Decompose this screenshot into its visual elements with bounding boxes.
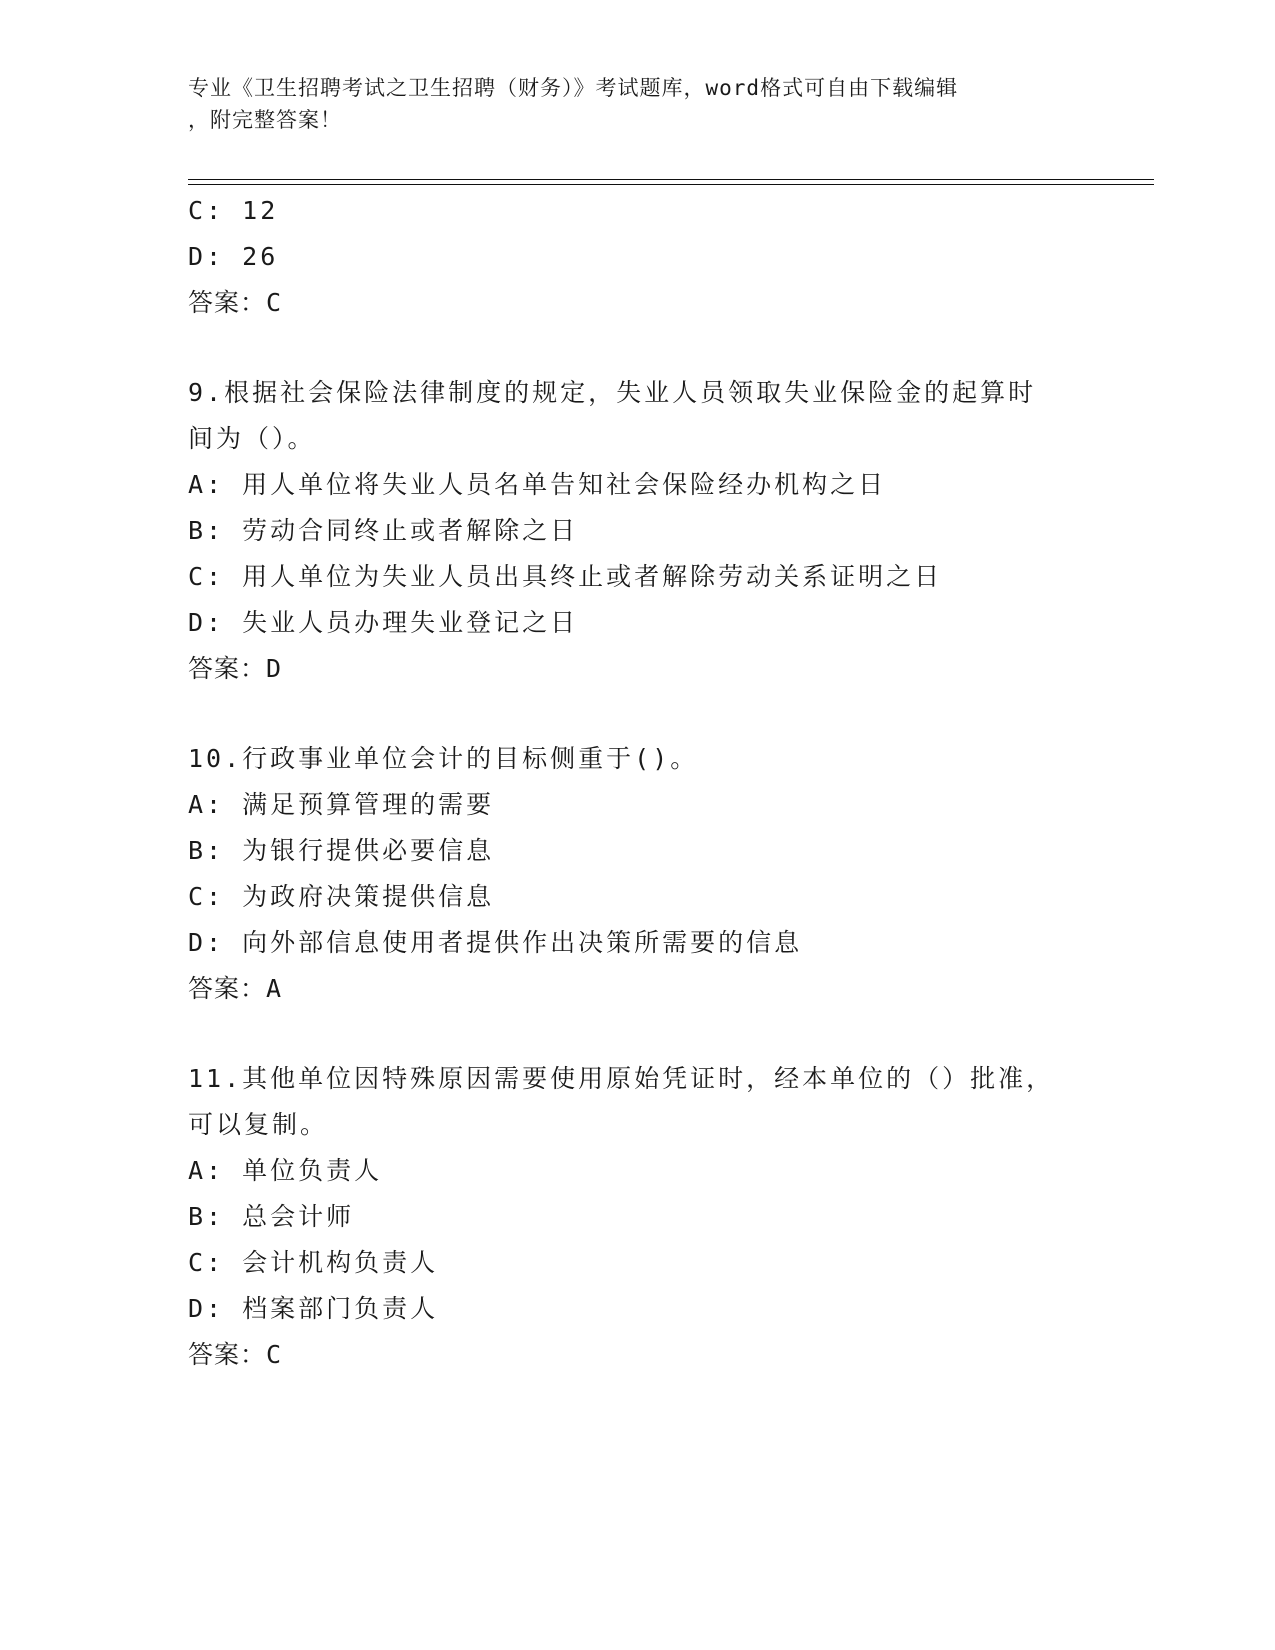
option-b: B: 总会计师: [188, 1202, 355, 1231]
question-stem: 11.其他单位因特殊原因需要使用原始凭证时，经本单位的（）批准，: [188, 1064, 1055, 1093]
answer-label: 答案：C: [188, 1340, 283, 1369]
option-d: D: 26: [188, 242, 279, 271]
question-10: [188, 736, 1088, 1012]
option-d: D: 失业人员办理失业登记之日: [188, 608, 579, 637]
spacer: [188, 692, 1088, 736]
option-b: B: 为银行提供必要信息: [188, 836, 495, 865]
header-divider-top: [188, 179, 1154, 180]
header-line-1: 专业《卫生招聘考试之卫生招聘（财务）》考试题库，word格式可自由下载编辑: [188, 76, 959, 100]
question-8-tail: [188, 188, 1088, 326]
option-a: A: 满足预算管理的需要: [188, 790, 495, 819]
spacer: [188, 1012, 1088, 1056]
option-b: B: 劳动合同终止或者解除之日: [188, 516, 579, 545]
option-d: D: 档案部门负责人: [188, 1294, 439, 1323]
option-c: C: 为政府决策提供信息: [188, 882, 495, 911]
option-a: A: 用人单位将失业人员名单告知社会保险经办机构之日: [188, 470, 887, 499]
answer-label: 答案：A: [188, 974, 283, 1003]
answer-label: 答案：D: [188, 654, 283, 683]
option-a: A: 单位负责人: [188, 1156, 383, 1185]
option-d: D: 向外部信息使用者提供作出决策所需要的信息: [188, 928, 803, 957]
header-divider-bottom: [188, 184, 1154, 185]
question-9: [188, 370, 1088, 692]
spacer: [188, 326, 1088, 370]
answer-label: 答案：C: [188, 288, 283, 317]
option-c: C: 用人单位为失业人员出具终止或者解除劳动关系证明之日: [188, 562, 943, 591]
question-stem: 9.根据社会保险法律制度的规定，失业人员领取失业保险金的起算时: [188, 378, 1037, 407]
header-line-2: ，附完整答案！: [188, 108, 342, 132]
question-stem: 10.行政事业单位会计的目标侧重于()。: [188, 744, 699, 773]
question-stem-continued: 可以复制。: [188, 1110, 329, 1139]
option-c: C: 12: [188, 196, 279, 225]
option-c: C: 会计机构负责人: [188, 1248, 439, 1277]
document-header: [188, 72, 1068, 136]
question-11: [188, 1056, 1088, 1378]
document-body: [188, 188, 1088, 1378]
question-stem-continued: 间为（）。: [188, 424, 316, 453]
